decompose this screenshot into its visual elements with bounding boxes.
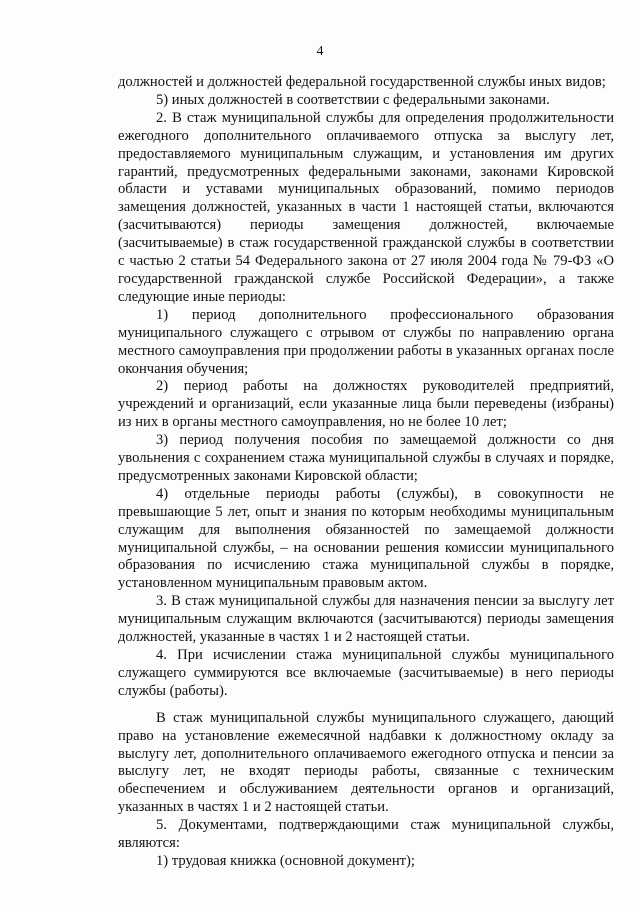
paragraph-part-5: 5. Документами, подтверждающими стаж муниципальной службы, являются:: [118, 817, 614, 852]
paragraph-document-item-1: 1) трудовая книжка (основной документ);: [156, 852, 415, 869]
paragraph-item-5: 5) иных должностей в соответствии с федеральными законами.: [156, 91, 550, 108]
paragraph-continuation: должностей и должностей федеральной государственной службы иных видов;: [118, 74, 606, 90]
paragraph-item-4: 4) отдельные периоды работы (службы), в совокупности не превышающие 5 лет, опыт и знания по которым необходимы муниципальным служащим для выполнения обязанностей по замещаемой должности муниципальной службы, – на основании решения комиссии муниципального образования по исчислению стажа муниципальной службы в порядке, установленном муниципальным правовым актом.: [118, 485, 614, 592]
paragraph-item-2: 2) период работы на должностях руководителей предприятий, учреждений и организаций, если указанные лица были переведены (избраны) из них в органы местного самоуправления, но не более 10 лет;: [118, 378, 614, 431]
document-body: [118, 74, 614, 871]
paragraph-item-3: 3) период получения пособия по замещаемой должности со дня увольнения с сохранением стажа муниципальной службы в случаях и порядке, предусмотренных законами Кировской области;: [118, 432, 614, 484]
paragraph-part-4: 4. При исчислении стажа муниципальной службы муниципального служащего суммируются все включаемые (засчитываемые) в него периоды службы (работы).: [118, 647, 614, 699]
page-number: 4: [316, 44, 324, 59]
paragraph-item-1: 1) период дополнительного профессионального образования муниципального служащего с отрывом от службы по направлению органа местного самоуправления при продолжении работы в указанных органах после окончания обучения;: [118, 306, 614, 377]
paragraph-part-3: 3. В стаж муниципальной службы для назначения пенсии за выслугу лет муниципальным служащим включаются (засчитываются) периоды замещения должностей, указанные в частях 1 и 2 настоящей статьи.: [118, 593, 614, 646]
paragraph-exclusions: В стаж муниципальной службы муниципального служащего, дающий право на установление ежемесячной надбавки к должностному окладу за выслугу лет, дополнительного оплачиваемого ежегодного отпуска и пенсии за выслугу лет, не входят периоды работы, связанные с техническим обеспечением и обслуживанием деятельности органов и организаций, указанных в частях 1 и 2 настоящей статьи.: [118, 709, 614, 816]
paragraph-part-2: 2. В стаж муниципальной службы для определения продолжительности ежегодного дополнительного оплачиваемого отпуска за выслугу лет, предоставляемого муниципальным служащим, и установления им других гарантий, предусмотренных федеральными законами, законами Кировской области и уставами муниципальных образований, помимо периодов замещения должностей, указанных в части 1 настоящей статьи, включаются (засчитываются) периоды замещения должностей, включаемые (засчитываемые) в стаж государственной гражданской службы в соответствии с частью 2 статьи 54 Федерального закона от 27 июля 2004 года № 79-ФЗ «О государственной гражданской службе Российской Федерации», а также следующие иные периоды:: [118, 109, 614, 305]
